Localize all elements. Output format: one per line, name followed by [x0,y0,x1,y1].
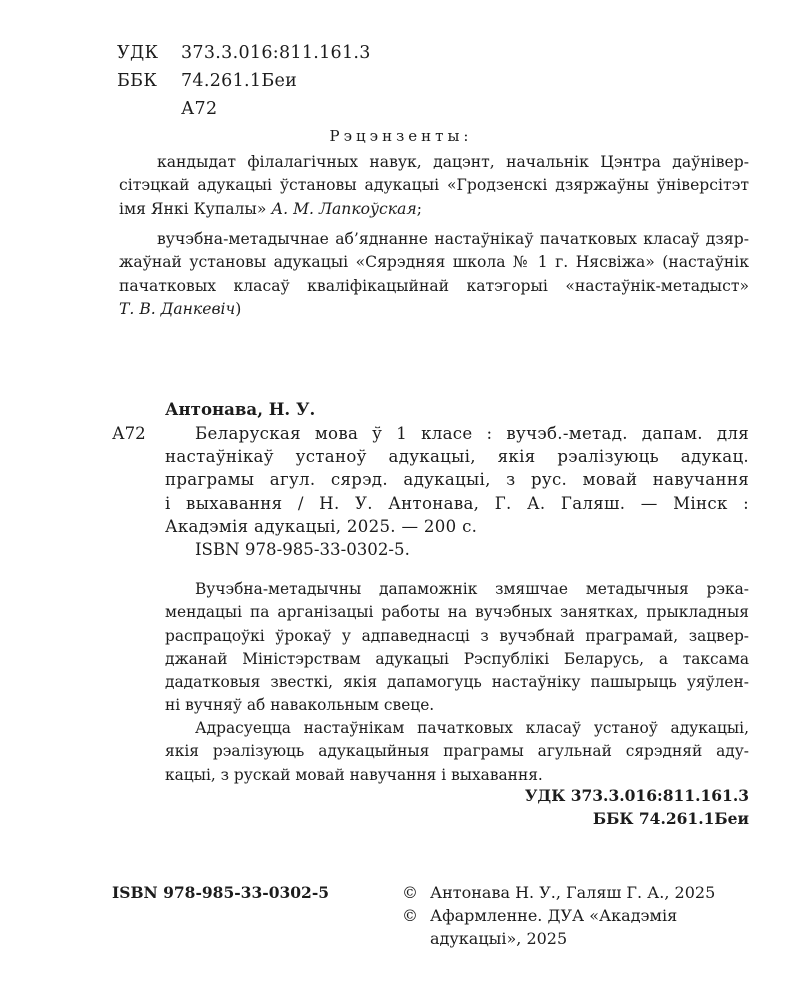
copyright-design-line: Афармленне. ДУА «Акадэмія [430,906,678,925]
copyright-design [402,904,715,950]
biblio-line: Акадэмія адукацыі, 2025. — 200 с. [165,516,478,536]
biblio-line: і выхавання / Н. У. Антонава, Г. А. Галяш. — Мінск : [165,493,749,513]
reviewer-second-line-last [119,298,749,321]
reviewer-second-line: пачатковых класаў кваліфікацыйнай катэгорыі «настаўнік-метадыст» [119,276,749,295]
author-heading: Антонава, Н. У. [165,399,316,419]
annotation-line: Вучэбна-метадычны дапаможнік змяшчае метадычныя рэка- [195,580,749,598]
annotation-line: Адрасуецца настаўнікам пачатковых класаў устаноў адукацыі, [195,719,749,737]
reviewers-title: Рэцэнзенты: [329,127,473,145]
annotation-line: мендацыі па арганізацыі работы на вучэбных занятках, прыкладныя [165,603,749,622]
biblio-isbn: ISBN 978-985-33-0302-5. [195,540,410,559]
footer-isbn: ISBN 978-985-33-0302-5 [112,883,330,902]
biblio-line: Беларуская мова ў 1 класе : вучэб.-метад. дапам. для [195,424,749,443]
reviewer-first-line-last [119,198,749,221]
udk-code-right: УДК 373.3.016:811.161.3 [524,786,749,805]
bibliographic-description [165,422,749,538]
reviewer-second-line: жаўнай установы адукацыі «Сярэдняя школа № 1 г. Нясвіжа» (настаўнік [119,253,749,272]
annotation-line: распрацоўкі ўрокаў у адпаведнасці з вучэбнай праграмай, зацвер- [165,626,749,645]
author-sign-top: А72 [181,99,218,119]
reviewer-first-line: кандыдат філалагічных навук, дацэнт, начальнік Цэнтра даўнівер- [157,153,749,171]
biblio-line: праграмы агул. сярэд. адукацыі, з рус. мовай навучання [165,470,749,490]
annotation-line: дадатковыя звесткі, якія дапамогуць настаўніку пашырыць уяўлен- [165,673,749,692]
biblio-line: настаўнікаў устаноў адукацыі, якія рэалізуюць адукац. [165,447,749,467]
reviewer-first-line: сітэцкай адукацыі ўстановы адукацыі «Гродзенскі дзяржаўны ўніверсітэт [119,176,749,195]
annotation-line: ні вучняў аб навакольным свеце. [165,696,435,715]
udk-value: 373.3.016:811.161.3 [181,43,371,63]
copyright-icon: © [402,883,418,902]
annotation-paragraph-1 [165,578,749,718]
udk-label: УДК [117,43,159,63]
reviewer-first-affiliation-end: імя Янкі Купалы» [119,199,267,218]
author-sign: А72 [112,424,146,443]
reviewer-first [119,151,749,221]
annotation-line: джанай Міністэрствам адукацыі Рэспублікі Беларусь, а таксама [165,649,749,668]
copyright-icon: © [402,906,418,925]
bbk-value: 74.261.1Беи [181,71,298,91]
bbk-code-right: ББК 74.261.1Беи [592,809,749,828]
reviewer-second-name: Т. В. Данкевіч [119,299,236,318]
reviewer-second-line: вучэбна-метадычнае аб’яднанне настаўнікаў пачатковых класаў дзяр- [157,230,749,248]
udk-row [117,43,371,63]
copyright-block [402,881,715,950]
bbk-label: ББК [117,71,158,91]
copyright-design-text [430,904,677,950]
annotation-line: кацыі, з рускай мовай навучання і выхавання. [165,765,543,784]
copyright-authors [402,881,715,904]
bbk-row [117,71,297,91]
annotation-paragraph-2 [165,717,749,787]
reviewer-first-suffix: ; [416,199,422,218]
copyright-design-line: адукацыі», 2025 [430,929,568,948]
reviewer-second-suffix: ) [235,299,242,318]
reviewer-second [119,228,749,321]
copyright-authors-text: Антонава Н. У., Галяш Г. А., 2025 [430,883,716,902]
annotation-line: якія рэалізуюць адукацыйныя праграмы агульнай сярэдняй аду- [165,742,749,761]
reviewer-first-name: А. М. Лапкоўская [271,199,417,218]
codes-right [525,784,749,830]
